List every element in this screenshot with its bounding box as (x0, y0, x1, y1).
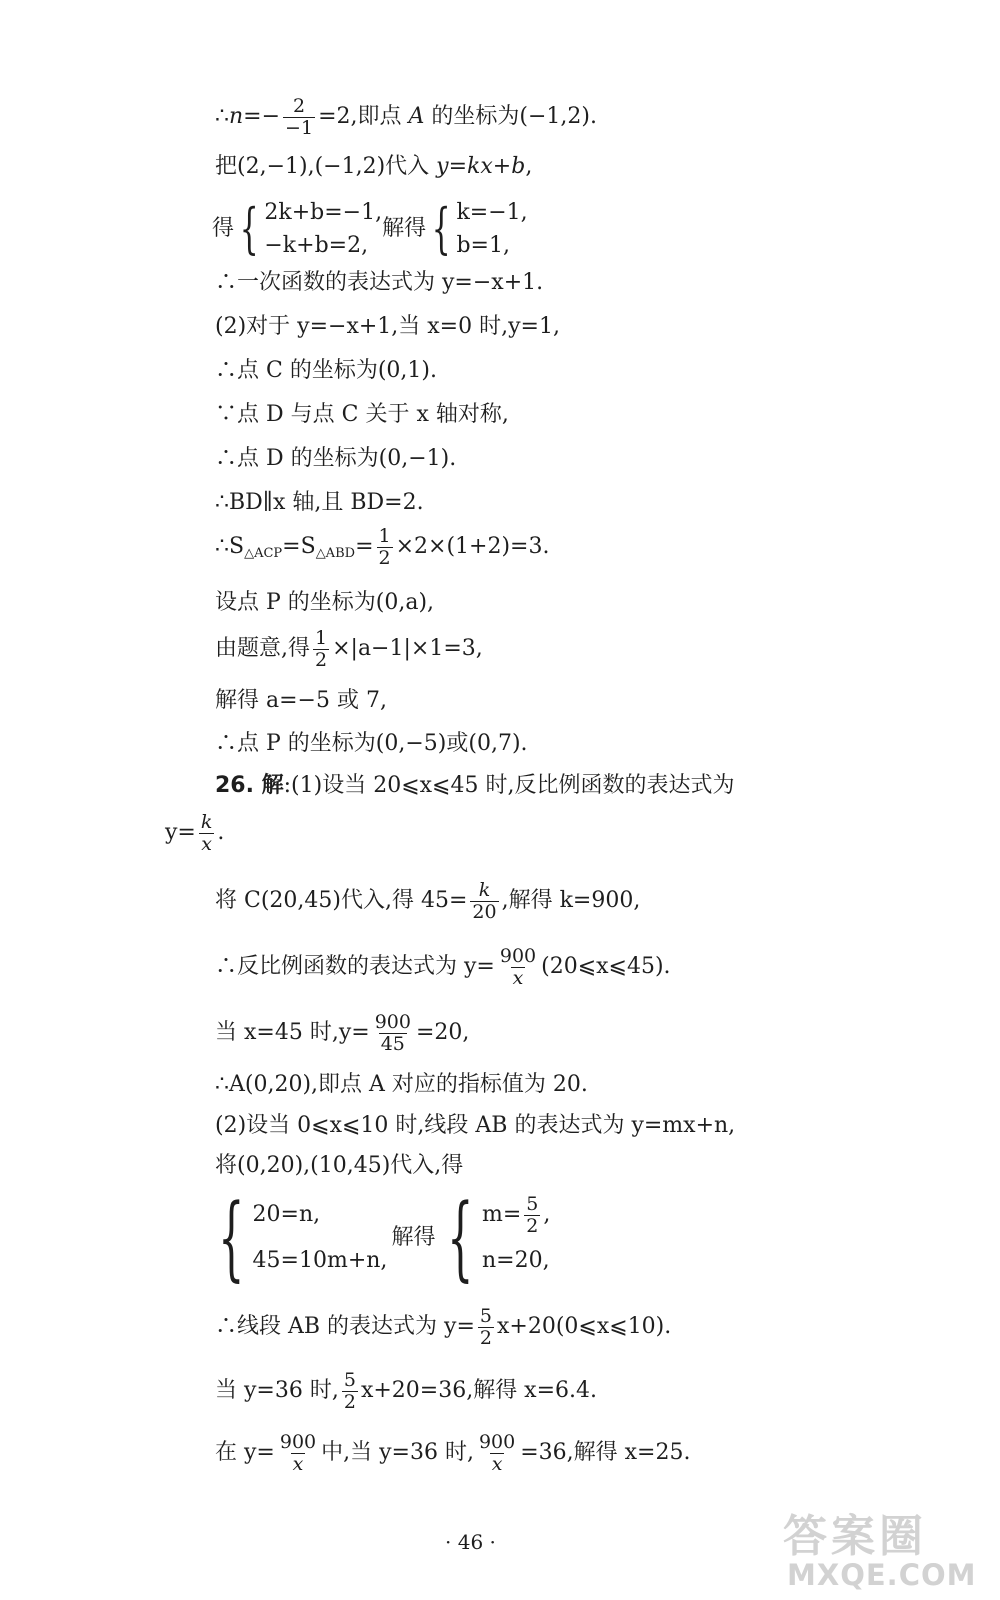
line-18: ∴反比例函数的表达式为 y= $\frac{900}{x}$ (20⩽x⩽45). (215, 945, 671, 989)
fraction: $\frac{5}{2}$ (343, 1369, 356, 1413)
line-9: ∴BD∥x 轴,且 BD=2. (215, 490, 424, 515)
fraction: $\frac{1}{2}$ (378, 525, 391, 569)
line-17: 将 C(20,45)代入,得 45= $\frac{k}{20}$ ,解得 k=900, (215, 879, 641, 923)
line-20: ∴A(0,20),即点 A 对应的指标值为 20. (215, 1072, 588, 1097)
line-2: 把(2,−1),(−1,2)代入 y=kx+b, (215, 154, 533, 179)
fraction: $\frac{k}{20}$ (472, 879, 497, 923)
fraction: $\frac{900}{x}$ (279, 1431, 317, 1475)
line-12: 由题意,得 $\frac{1}{2}$ ×|a−1|×1=3, (215, 627, 483, 671)
left-brace: { (431, 197, 451, 260)
line-15-question-26: 26. 解:(1)设当 20⩽x⩽45 时,反比例函数的表达式为 (215, 773, 735, 798)
line-1: ∴n=− $\frac{2}{-1}$ =2,即点 A 的坐标为(−1,2). (215, 95, 597, 139)
fraction: $\frac{900}{x}$ (478, 1431, 516, 1475)
line-14: ∴点 P 的坐标为(0,−5)或(0,7). (215, 731, 528, 756)
left-brace: { (218, 1184, 245, 1291)
watermark-logo (783, 1500, 988, 1592)
fraction: $\frac{1}{2}$ (315, 627, 328, 671)
line-6: ∴点 C 的坐标为(0,1). (215, 358, 437, 383)
question-number: 26. 解 (215, 773, 284, 798)
line-23-system: { 20=n, 45=10m+n, 解得 { m= $\frac{5}{2}$ , n=20, (218, 1184, 551, 1291)
line-24: ∴线段 AB 的表达式为 y= $\frac{5}{2}$ x+20(0⩽x⩽10). (215, 1305, 672, 1349)
line-22: 将(0,20),(10,45)代入,得 (215, 1153, 464, 1178)
left-brace: { (447, 1184, 474, 1291)
line-5: (2)对于 y=−x+1,当 x=0 时,y=1, (215, 314, 560, 339)
fraction: $\frac{900}{x}$ (499, 945, 537, 989)
line-10: $\therefore S_{\triangle ACP}=S_{\triangle ABD}=$ $\frac{1}{2}$ ×2×(1+2)=3. (215, 525, 550, 569)
line-21: (2)设当 0⩽x⩽10 时,线段 AB 的表达式为 y=mx+n, (215, 1113, 736, 1138)
fraction: $\frac{k}{x}$ (200, 811, 213, 855)
fraction: $\frac{900}{45}$ (374, 1011, 411, 1055)
line-3-system: 得 { 2k+b=−1, −k+b=2, 解得 { k=−1, b=1, (212, 197, 528, 260)
line-16: y= $\frac{k}{x}$ . (165, 811, 225, 855)
fraction: $\frac{5}{2}$ (526, 1192, 539, 1237)
line-25: 当 y=36 时, $\frac{5}{2}$ x+20=36,解得 x=6.4. (215, 1369, 598, 1413)
watermark-bottom-text: MXQE.COM (787, 1558, 977, 1592)
line-11: 设点 P 的坐标为(0,a), (215, 590, 435, 615)
fraction: $\frac{5}{2}$ (479, 1305, 492, 1349)
watermark-top-text: 答案圈 (783, 1511, 927, 1562)
line-8: ∴点 D 的坐标为(0,−1). (215, 446, 457, 471)
fraction: $\frac{2}{-1}$ (285, 95, 314, 139)
line-7: ∵点 D 与点 C 关于 x 轴对称, (215, 402, 509, 427)
line-19: 当 x=45 时,y= $\frac{900}{45}$ =20, (215, 1011, 470, 1055)
line-4: ∴一次函数的表达式为 y=−x+1. (215, 270, 544, 295)
left-brace: { (239, 197, 259, 260)
line-13: 解得 a=−5 或 7, (215, 688, 387, 713)
page-number: · 46 · (445, 1530, 496, 1554)
line-26: 在 y= $\frac{900}{x}$ 中,当 y=36 时, $\frac{900}{x}$ =36,解得 x=25. (215, 1431, 691, 1475)
